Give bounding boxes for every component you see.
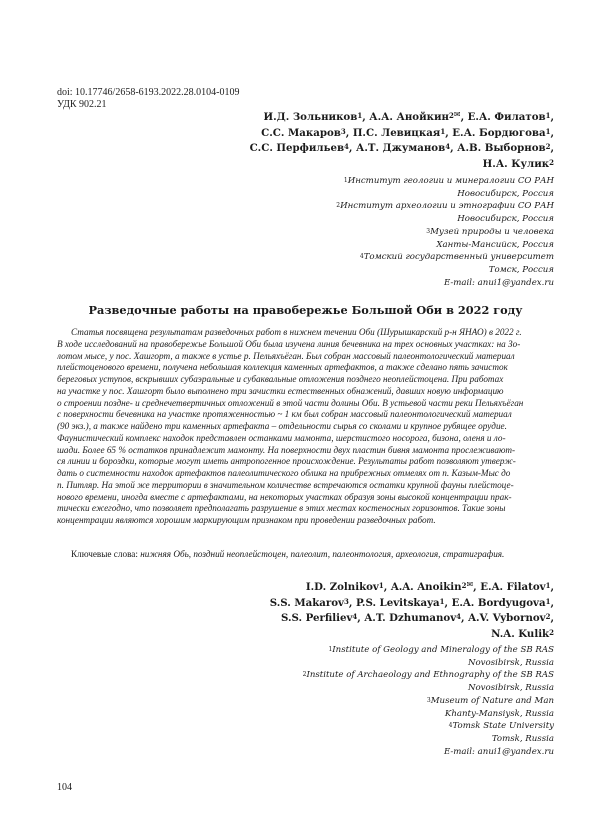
abstract-line: ся линии и бороздки, которые могут иметь антропогенное происхождение. Результаты работ позволяют утверж- [57, 456, 516, 467]
author-name: А.В. Выборнов [457, 142, 546, 155]
author-name: A.T. Dzhumanov [364, 612, 457, 625]
affiliation-number: 1 [328, 646, 333, 653]
author-affiliation-mark: 1 [545, 581, 551, 590]
author-name: S.S. Makarov [269, 596, 344, 609]
en-affiliation-org [194, 644, 554, 657]
affiliation-number: 2 [302, 671, 307, 679]
en-affiliation-city: Novosibirsk, Russia [467, 657, 554, 668]
author-affiliation-mark: 2 [549, 627, 554, 637]
ru-affiliation-city: Томск, Россия [488, 264, 554, 275]
envelope-icon: ✉ [453, 110, 461, 119]
author-affiliation-mark: 3 [343, 596, 349, 606]
author-affiliation-mark: 1 [357, 111, 363, 120]
author-name: С.С. Перфильев [249, 142, 345, 155]
affiliations-ru [194, 175, 554, 289]
abstract-line: (90 экз.), а также найдено три каменных артефакта – отдельности сырья со сколами и крупное рубящее орудие. [57, 421, 507, 431]
author-affiliation-mark: 1 [545, 596, 551, 606]
ru-affiliation-org [194, 175, 554, 188]
abstract-ru [57, 327, 554, 527]
affiliation-name: Томский государственный университет [363, 252, 554, 263]
author-affiliation-mark: 2 [545, 142, 551, 152]
author-name: Н.А. Кулик [482, 157, 550, 170]
abstract-line: дать о системности находок артефактов палеолитического облика на прибрежных отмелях от п. Казым-Мыс до [57, 468, 511, 478]
abstract-line: концентрации являются хорошим маркирующим признаком при проведении разведочных работ. [57, 515, 436, 525]
keywords-text: нижняя Обь, поздний неоплейстоцен, палеолит, палеонтология, археология, стратиграфия. [140, 549, 505, 559]
udk-code: УДК 902.21 [57, 99, 107, 110]
authors-ru [134, 110, 554, 172]
affiliation-name: Институт археологии и этнографии СО РАН [340, 201, 554, 212]
affiliation-number: 1 [343, 177, 348, 184]
author-name: А.А. Анойкин [369, 111, 449, 123]
author-name: И.Д. Зольников [263, 111, 358, 123]
authors-en [134, 580, 554, 642]
abstract-line: Фаунистический комплекс находок представлен останками мамонта, шерстистого носорога, бизона, оленя и ло- [57, 432, 506, 443]
en-author-line: S.S. Makarov$^3$, P.S. Levitskaya$^1$, E.A. Bordyugova$^1$, [269, 596, 554, 609]
author-affiliation-mark: 4 [445, 142, 451, 152]
author-affiliation-mark: 2 [461, 581, 467, 590]
affiliation-number: 4 [359, 253, 364, 261]
article-title: Разведочные работы на правобережье Большой Оби в 2022 году [88, 303, 523, 317]
en-email: E-mail: anui1@yandex.ru [443, 746, 554, 757]
affiliations-en [194, 644, 554, 758]
abstract-line: п. Питляр. На этой же территории в значительном количестве встречаются остатки крупной фауны плейстоце- [57, 479, 514, 490]
en-affiliation-city: Novosibirsk, Russia [467, 683, 554, 694]
author-affiliation-mark: 2 [449, 111, 454, 120]
ru-affiliation-org [194, 251, 554, 264]
author-affiliation-mark: 1 [440, 126, 446, 136]
affiliation-name: Institute of Archaeology and Ethnography of the SB RAS [306, 670, 554, 681]
en-affiliation-org [194, 720, 554, 733]
keywords-ru [71, 548, 554, 560]
doi: doi: 10.17746/2658-6193.2022.28.0104-0109 [57, 87, 240, 98]
author-affiliation-mark: 4 [456, 612, 461, 622]
abstract-line: о строении поздне- и среднечетвертичных отложений в этой части долины Оби. В устьевой части реки Пельяхъёган [57, 397, 524, 408]
affiliation-number: 4 [448, 722, 453, 730]
author-affiliation-mark: 2 [545, 612, 551, 622]
en-author-line [134, 627, 554, 643]
affiliation-name: Institute of Geology and Mineralogy of the SB RAS [332, 645, 554, 655]
author-affiliation-mark: 1 [545, 126, 551, 136]
envelope-icon: ✉ [466, 580, 474, 589]
abstract-line: нового времени, иногда вместе с артефактами, на некоторых участках образуя зоны высокой концентрации прак- [57, 491, 512, 502]
en-affiliation-org [194, 695, 554, 708]
author-affiliation-mark: 3 [340, 126, 346, 136]
author-name: E.A. Filatov [480, 581, 546, 593]
affiliation-number: 3 [426, 696, 431, 704]
abstract-line: Статья посвящена результатам разведочных работ в нижнем течении Оби (Шурышкарский р-н ЯНАО) в 2022 г. [71, 327, 522, 337]
author-name: A.A. Anoikin [390, 581, 462, 593]
abstract-line: шади. Более 65 % остатков принадлежит мамонту. На поверхности двух пластин бивня мамонта прослеживают- [57, 444, 516, 455]
author-affiliation-mark: 1 [439, 596, 445, 606]
author-affiliation-mark: 4 [344, 142, 349, 152]
author-name: Е.А. Бордюгова [452, 126, 546, 139]
author-name: S.S. Perfiliev [280, 612, 353, 625]
en-affiliation-city: Tomsk, Russia [491, 733, 554, 744]
author-name: С.С. Макаров [261, 126, 341, 139]
en-author-line: I.D. Zolnikov$^1$, A.A. Anoikin$^2$✉, E.A. Filatov$^1$, [134, 580, 554, 596]
abstract-line: плейстоценового времени, получена небольшая коллекция каменных артефактов, а также сделано пять зачисток [57, 362, 508, 373]
ru-email: E-mail: anui1@yandex.ru [443, 277, 554, 288]
ru-affiliation-city: Новосибирск, Россия [457, 214, 554, 225]
abstract-line: лотом мысе, у пос. Хашгорт, а также в устье р. Пельяхъёган. Был собран массовый палеонтологический материал [57, 350, 515, 361]
ru-affiliation-org [194, 200, 554, 213]
ru-author-line: И.Д. Зольников$^1$, А.А. Анойкин$^2$✉, Е.А. Филатов$^1$, [134, 110, 554, 126]
affiliation-number: 3 [426, 227, 431, 235]
ru-author-line: С.С. Макаров$^3$, П.С. Левицкая$^1$, Е.А. Бордюгова$^1$, [261, 126, 554, 139]
affiliation-name: Museum of Nature and Man [430, 695, 554, 706]
author-affiliation-mark: 1 [545, 111, 551, 120]
affiliation-name: Музей природы и человека [430, 226, 554, 237]
author-affiliation-mark: 2 [549, 157, 554, 167]
author-name: N.A. Kulik [491, 627, 550, 640]
ru-author-line [134, 157, 554, 173]
ru-author-line: С.С. Перфильев$^4$, А.Т. Джуманов$^4$, А.В. Выборнов$^2$, [249, 142, 554, 155]
author-name: А.Т. Джуманов [356, 142, 446, 155]
ru-affiliation-city: Ханты-Мансийск, Россия [436, 239, 554, 250]
ru-affiliation-city: Новосибирск, Россия [457, 188, 554, 199]
abstract-line: на участке у пос. Хашгорт было выполнено три зачистки естественных обнажений, давших новую информацию [57, 385, 504, 396]
affiliation-name: Tomsk State University [452, 721, 554, 732]
ru-affiliation-org [194, 226, 554, 239]
en-author-line: S.S. Perfiliev$^4$, A.T. Dzhumanov$^4$, A.V. Vybornov$^2$, [280, 612, 554, 625]
en-affiliation-city: Khanty-Mansiysk, Russia [444, 708, 554, 719]
keywords-label: Ключевые слова: [71, 549, 138, 559]
abstract-line: тически ежегодно, что позволяет предполагать разрушение в этих местах костеносных горизонтов. Такие зоны [57, 503, 506, 514]
affiliation-name: Институт геологии и минералогии СО РАН [347, 176, 554, 186]
author-name: I.D. Zolnikov [305, 581, 379, 593]
author-affiliation-mark: 1 [378, 581, 384, 590]
abstract-line: В ходе исследований на правобережье Большой Оби была изучена линия бечевника на трех основных участках: на Зо- [57, 338, 521, 349]
author-name: A.V. Vybornov [468, 612, 546, 625]
abstract-line: береговых уступов, вскрывших субаэральные и субаквальные отложения позднего неоплейстоцена. При работах [57, 374, 504, 384]
author-name: E.A. Bordyugova [451, 596, 546, 609]
author-name: Е.А. Филатов [467, 111, 546, 123]
page-number: 104 [57, 782, 72, 793]
en-affiliation-org [194, 669, 554, 682]
author-affiliation-mark: 4 [352, 612, 358, 622]
affiliation-number: 2 [336, 202, 341, 210]
author-name: П.С. Левицкая [352, 126, 441, 139]
abstract-line: с поверхности бечевника на участке протяженностью ~ 1 км был собран массовый палеонтологический материал [57, 409, 512, 420]
author-name: P.S. Levitskaya [355, 596, 440, 609]
